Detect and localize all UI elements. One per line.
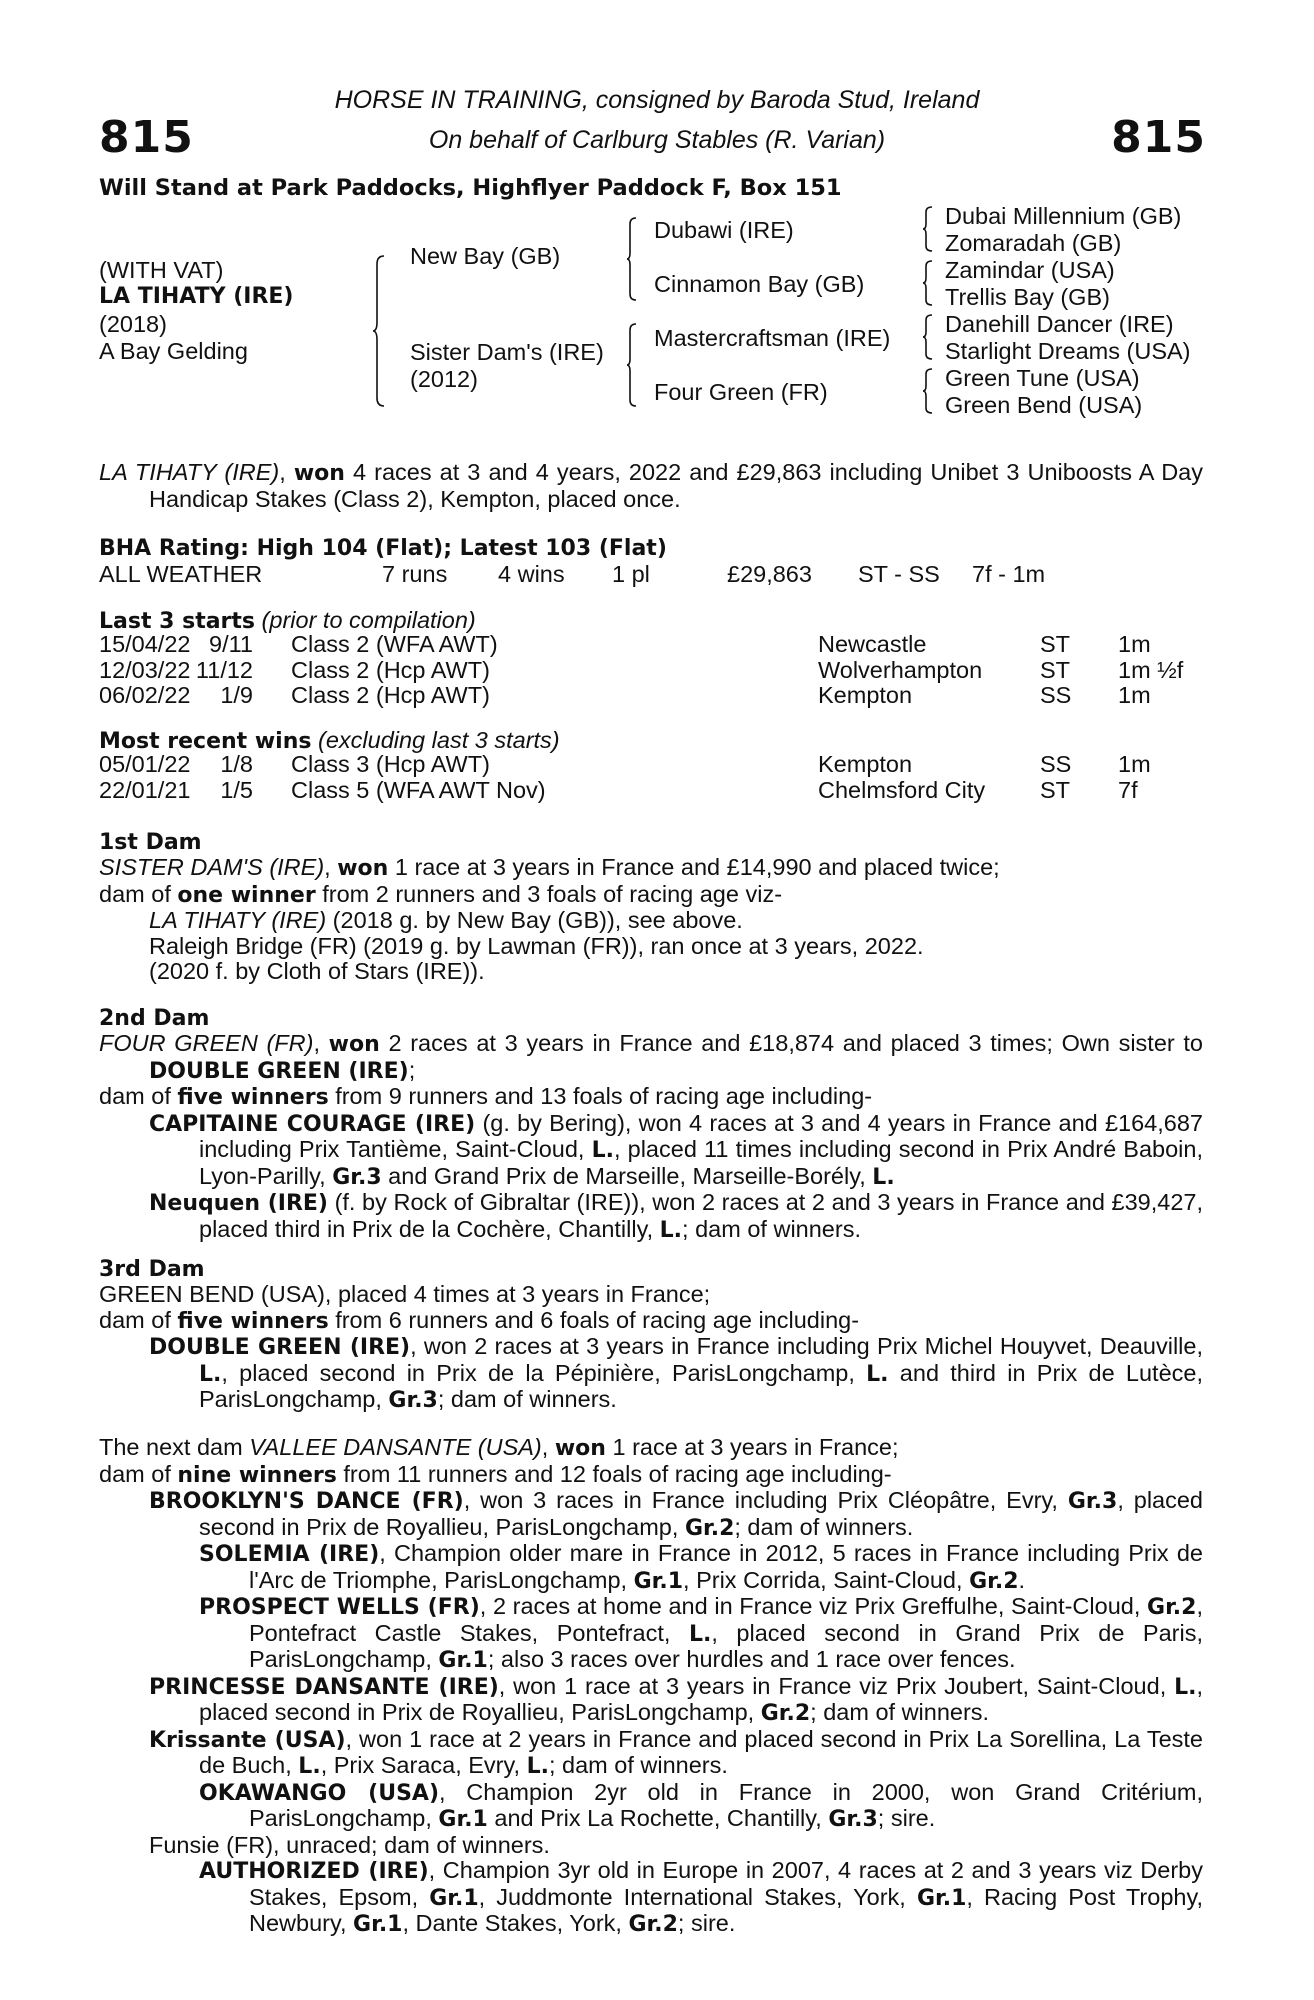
- race-course: Kempton: [818, 682, 913, 708]
- record-runs: 7 runs: [382, 561, 448, 587]
- dam1-text: 1 race at 3 years in France and £14,990 and placed twice;: [388, 854, 1000, 880]
- race-surface: ST: [1040, 631, 1071, 657]
- gen3-dsd: Starlight Dreams (USA): [945, 338, 1191, 364]
- recent-sub: (excluding last 3 starts): [311, 727, 560, 753]
- race-course: Wolverhampton: [818, 656, 983, 683]
- nextdam-winners: nine winners: [177, 1462, 337, 1488]
- gen3-sds: Zamindar (USA): [945, 257, 1115, 283]
- pedigree-brace-ds: [922, 313, 934, 361]
- gen3-dds: Green Tune (USA): [945, 365, 1140, 391]
- nextdam-pre: The next dam: [99, 1434, 250, 1460]
- race-race: Class 2 (Hcp AWT): [291, 656, 490, 683]
- race-course: Chelmsford City: [818, 776, 986, 803]
- dam2-section: FOUR GREEN (FR), won 2 races at 3 years in France and £18,874 and placed 3 times; Own sister to DOUBLE GREEN (IRE); dam of five winners from 9 runners and 13 foals of racing age including- CAPITAINE COURAGE (IRE) (g. by Bering), won 4 races at 3 and 4 years in France and £164,687 including Prix Tantième, Saint-Cloud, L., placed 11 times including second in Prix André Baboin, Lyon-Parilly, Gr.3 and Grand Prix de Marseille, Marseille-Borély, L. Neuquen (IRE) (f. by Rock of Gibraltar (IRE)), won 2 races at 2 and 3 years in France and £39,427, placed third in Prix de la Cochère, Chantilly, L.; dam of winners.: [99, 1030, 1204, 1243]
- horse-year: (2018): [99, 311, 167, 337]
- dam-name: Sister Dam's (IRE): [410, 339, 604, 365]
- pedigree-brace-dam: [626, 322, 638, 408]
- race-pos: 1/5: [220, 776, 253, 803]
- gen3-sdd: Trellis Bay (GB): [945, 284, 1110, 310]
- dam1-heading: 1st Dam: [99, 830, 202, 855]
- bha-rating: BHA Rating: High 104 (Flat); Latest 103 (Flat): [99, 536, 667, 561]
- race-pos: 11/12: [195, 656, 253, 683]
- horse-name: LA TIHATY (IRE): [99, 284, 294, 309]
- nextdam-produce-funsie: Funsie (FR), unraced; dam of winners.: [149, 1831, 550, 1858]
- record-surface: ALL WEATHER: [99, 561, 263, 587]
- dam-dam: Four Green (FR): [654, 379, 828, 405]
- dam3-heading: 3rd Dam: [99, 1257, 205, 1282]
- sire-dam: Cinnamon Bay (GB): [654, 271, 865, 297]
- pedigree-brace-sire: [626, 216, 638, 302]
- produce-name: SOLEMIA (IRE): [199, 1542, 380, 1567]
- race-race: Class 2 (Hcp AWT): [291, 682, 490, 708]
- gen3-ssd: Zomaradah (GB): [945, 230, 1122, 256]
- produce-name: Krissante (USA): [149, 1727, 346, 1753]
- dam1-section: SISTER DAM'S (IRE), won 1 race at 3 years in France and £14,990 and placed twice; dam of one winner from 2 runners and 3 foals of racing age viz- LA TIHATY (IRE) (2018 g. by New Bay (GB)), see above. Raleigh Bridge (FR) (2019 g. by Lawman (FR)), ran once at 3 years, 2022. (2020 f. by Cloth of Stars (IRE)).: [99, 855, 1203, 985]
- race-dist: 1m: [1118, 631, 1151, 657]
- nextdam-produce-okawango: OKAWANGO (USA), Champion 2yr old in France in 2000, won Grand Critérium, ParisLongchamp, Gr.1 and Prix La Rochette, Chantilly, Gr.3; sire.: [199, 1778, 1203, 1832]
- last3-title: Last 3 starts: [99, 609, 256, 634]
- vat-note: (WITH VAT): [99, 257, 224, 283]
- produce-name: Neuquen (IRE): [149, 1191, 328, 1216]
- nextdam-dam-of: dam of: [99, 1460, 178, 1487]
- gen3-sss: Dubai Millennium (GB): [945, 203, 1182, 229]
- behalf-line: On behalf of Carlburg Stables (R. Varian): [428, 126, 886, 154]
- race-pos: 9/11: [209, 631, 253, 657]
- dam2-dam-of: dam of: [99, 1083, 178, 1109]
- consignment-line: HORSE IN TRAINING, consigned by Baroda Stud, Ireland: [334, 86, 980, 114]
- race-date: 06/02/22: [99, 682, 191, 708]
- record-wins: 4 wins: [498, 561, 565, 587]
- stand-location: Will Stand at Park Paddocks, Highflyer Paddock F, Box 151: [99, 175, 842, 201]
- race-pos: 1/8: [220, 751, 253, 777]
- race-course: Kempton: [818, 751, 913, 777]
- produce-name: PROSPECT WELLS (FR): [199, 1595, 480, 1620]
- dam1-name: SISTER DAM'S (IRE): [99, 854, 325, 880]
- pedigree-brace-dd: [922, 367, 934, 415]
- nextdam-foals: from 11 runners and 12 foals of racing age including-: [336, 1460, 892, 1487]
- nextdam-text: 1 race at 3 years in France;: [605, 1434, 899, 1460]
- gen3-dss: Danehill Dancer (IRE): [945, 311, 1174, 337]
- dam3-name-line: GREEN BEND (USA), placed 4 times at 3 years in France;: [99, 1281, 711, 1307]
- last3-sub: (prior to compilation): [255, 607, 476, 633]
- dam1-won: won: [337, 856, 389, 881]
- race-surface: SS: [1040, 751, 1072, 777]
- dam3-foals: from 6 runners and 6 foals of racing age including-: [328, 1306, 860, 1333]
- pedigree-brace-main: [372, 254, 386, 408]
- nextdam-produce-prospect-wells: PROSPECT WELLS (FR), 2 races at home and in France viz Prix Greffulhe, Saint-Cloud, Gr.2, Pontefract Castle Stakes, Pontefract, L., placed second in Grand Prix de Paris, ParisLongchamp, Gr.1; also 3 races over hurdles and 1 race over fences.: [199, 1593, 1204, 1673]
- nextdam-name: VALLEE DANSANTE (USA): [249, 1434, 542, 1460]
- race-course: Newcastle: [818, 631, 927, 657]
- race-dist: 1m ½f: [1118, 656, 1184, 683]
- pedigree-brace-sd: [922, 259, 934, 307]
- race-surface: SS: [1040, 682, 1072, 708]
- race-race: Class 2 (WFA AWT): [291, 631, 498, 657]
- dam1-dam-of: dam of: [99, 880, 178, 907]
- record-placed: 1 pl: [612, 561, 650, 587]
- produce-name: DOUBLE GREEN (IRE): [149, 1335, 411, 1360]
- race-date: 12/03/22: [99, 656, 191, 683]
- sire-name: New Bay (GB): [410, 243, 561, 269]
- lot-number-left: 815: [99, 112, 194, 163]
- produce-name: AUTHORIZED (IRE): [199, 1859, 429, 1884]
- dam2-produce-1: CAPITAINE COURAGE (IRE) (g. by Bering), won 4 races at 3 and 4 years in France and £164,687 including Prix Tantième, Saint-Cloud, L., placed 11 times including second in Prix André Baboin, Lyon-Parilly, Gr.3 and Grand Prix de Marseille, Marseille-Borély, L.: [149, 1109, 1203, 1190]
- nextdam-produce-brooklyns-dance: BROOKLYN'S DANCE (FR), won 3 races in France including Prix Cléopâtre, Evry, Gr.3, placed second in Prix de Royallieu, ParisLongchamp, Gr.2; dam of winners.: [149, 1487, 1204, 1541]
- record-going: ST - SS: [858, 561, 940, 587]
- race-dist: 1m: [1118, 751, 1151, 777]
- race-race: Class 5 (WFA AWT Nov): [291, 776, 546, 803]
- dam2-produce-2: Neuquen (IRE) (f. by Rock of Gibraltar (IRE)), won 2 races at 2 and 3 years in France and £39,427, placed third in Prix de la Cochère, Chantilly, L.; dam of winners.: [149, 1189, 1203, 1243]
- race-race: Class 3 (Hcp AWT): [291, 751, 490, 777]
- next-dam-section: The next dam VALLEE DANSANTE (USA), won 1 race at 3 years in France; dam of nine winners from 11 runners and 12 foals of racing age including- BROOKLYN'S DANCE (FR), won 3 races in France including Prix Cléopâtre, Evry, Gr.3, placed second in Prix de Royallieu, ParisLongchamp, Gr.2; dam of winners. SOLEMIA (IRE), Champion older mare in France in 2012, 5 races in France including Prix de l'Arc de Triomphe, ParisLongchamp, Gr.1, Prix Corrida, Saint-Cloud, Gr.2. PROSPECT WELLS (FR), 2 races at home and in France viz Prix Greffulhe, Saint-Cloud, Gr.2, Pontefract Castle Stakes, Pontefract, L., placed second in Grand Prix de Paris, ParisLongchamp, Gr.1; also 3 races over hurdles and 1 race over fences. PRINCESSE DANSANTE (IRE), won 1 race at 3 years in France viz Prix Joubert, Saint-Cloud, L., placed second in Prix de Royallieu, ParisLongchamp, Gr.2; dam of winners. Krissante (USA), won 1 race at 2 years in France and placed second in Prix La Sorellina, La Teste de Buch, L., Prix Saraca, Evry, L.; dam of winners. OKAWANGO (USA), Champion 2yr old in France in 2000, won Grand Critérium, ParisLongchamp, Gr.1 and Prix La Rochette, Chantilly, Gr.3; sire. Funsie (FR), unraced; dam of winners. AUTHORIZED (IRE), Champion 3yr old in Europe in 2007, 4 races at 2 and 3 years viz Derby Stakes, Epsom, Gr.1, Juddmonte International Stakes, York, Gr.1, Racing Post Trophy, Newbury, Gr.1, Dante Stakes, York, Gr.2; sire.: [99, 1434, 1204, 1937]
- dam2-text: 2 races at 3 years in France and £18,874 and placed 3 times; Own sister to: [379, 1030, 1204, 1056]
- dam1-produce-1: [99, 908, 1203, 934]
- produce-name: CAPITAINE COURAGE (IRE): [149, 1111, 476, 1137]
- nextdam-produce-authorized: AUTHORIZED (IRE), Champion 3yr old in Europe in 2007, 4 races at 2 and 3 years viz Derby Stakes, Epsom, Gr.1, Juddmonte International Stakes, York, Gr.1, Racing Post Trophy, Newbury, Gr.1, Dante Stakes, York, Gr.2; sire.: [199, 1857, 1203, 1937]
- summary-horse-name: LA TIHATY (IRE): [99, 459, 280, 485]
- dam2-name: FOUR GREEN (FR): [99, 1030, 314, 1056]
- produce-name: PRINCESSE DANSANTE (IRE): [149, 1674, 499, 1700]
- nextdam-produce-krissante: Krissante (USA), won 1 race at 2 years in France and placed second in Prix La Sorellina, La Teste de Buch, L., Prix Saraca, Evry, L.; dam of winners.: [149, 1725, 1203, 1779]
- nextdam-won: won: [554, 1436, 606, 1461]
- dam2-heading: 2nd Dam: [99, 1006, 210, 1031]
- nextdam-produce-solemia: SOLEMIA (IRE), Champion older mare in France in 2012, 5 races in France including Prix de l'Arc de Triomphe, ParisLongchamp, Gr.1, Prix Corrida, Saint-Cloud, Gr.2.: [199, 1540, 1203, 1594]
- produce-name: BROOKLYN'S DANCE (FR): [149, 1489, 464, 1514]
- race-date: 15/04/22: [99, 631, 191, 657]
- dam1-winners: one winner: [177, 882, 316, 908]
- produce-text: (2018 g. by New Bay (GB)), see above.: [326, 907, 743, 933]
- dam2-sister: DOUBLE GREEN (IRE): [149, 1058, 409, 1084]
- recent-title: Most recent wins: [99, 729, 312, 754]
- race-dist: 1m: [1118, 682, 1151, 708]
- record-prize: £29,863: [727, 561, 812, 587]
- dam1-foals: from 2 runners and 3 foals of racing age viz-: [315, 880, 783, 907]
- summary-won: won: [293, 461, 345, 486]
- dam2-winners: five winners: [177, 1085, 329, 1110]
- dam1-produce-2: Raleigh Bridge (FR) (2019 g. by Lawman (FR)), ran once at 3 years, 2022.: [149, 932, 924, 959]
- dam2-foals: from 9 runners and 13 foals of racing age including-: [328, 1083, 873, 1109]
- race-surface: ST: [1040, 776, 1071, 803]
- pedigree-brace-ss: [922, 205, 934, 253]
- produce-name: OKAWANGO (USA): [199, 1780, 439, 1806]
- dam3-dam-of: dam of: [99, 1306, 178, 1333]
- dam-sire: Mastercraftsman (IRE): [654, 325, 891, 351]
- race-date: 05/01/22: [99, 751, 191, 777]
- produce-name: LA TIHATY (IRE): [149, 907, 327, 933]
- summary-text: 4 races at 3 and 4 years, 2022 and £29,863 including Unibet 3 Uniboosts A Day Handicap Stakes (Class 2), Kempton, placed once.: [149, 459, 1203, 512]
- race-pos: 1/9: [220, 682, 253, 708]
- sire-sire: Dubawi (IRE): [654, 217, 794, 243]
- nextdam-produce-princesse-dansante: PRINCESSE DANSANTE (IRE), won 1 race at 3 years in France viz Prix Joubert, Saint-Cloud, L., placed second in Prix de Royallieu, ParisLongchamp, Gr.2; dam of winners.: [149, 1672, 1203, 1726]
- race-surface: ST: [1040, 656, 1071, 683]
- race-dist: 7f: [1118, 776, 1138, 803]
- dam3-section: [99, 1282, 1203, 1414]
- dam1-produce-3: (2020 f. by Cloth of Stars (IRE)).: [149, 958, 485, 984]
- race-date: 22/01/21: [99, 776, 191, 803]
- dam-year: (2012): [410, 366, 478, 392]
- horse-description: A Bay Gelding: [99, 338, 248, 364]
- record-distance: 7f - 1m: [972, 561, 1046, 587]
- dam3-produce-1: DOUBLE GREEN (IRE), won 2 races at 3 years in France including Prix Michel Houyvet, Deauville, L., placed second in Prix de la Pépinière, ParisLongchamp, L. and third in Prix de Lutèce, ParisLongchamp, Gr.3; dam of winners.: [149, 1333, 1203, 1413]
- dam2-won: won: [328, 1032, 380, 1057]
- race-summary: LA TIHATY (IRE), won 4 races at 3 and 4 years, 2022 and £29,863 including Unibet 3 Uniboosts A Day Handicap Stakes (Class 2), Kempton, placed once.: [99, 459, 1203, 512]
- dam3-winners: five winners: [177, 1308, 329, 1334]
- lot-number-right: 815: [1111, 112, 1206, 163]
- gen3-ddd: Green Bend (USA): [945, 392, 1143, 418]
- dam2-semi: ;: [408, 1056, 416, 1083]
